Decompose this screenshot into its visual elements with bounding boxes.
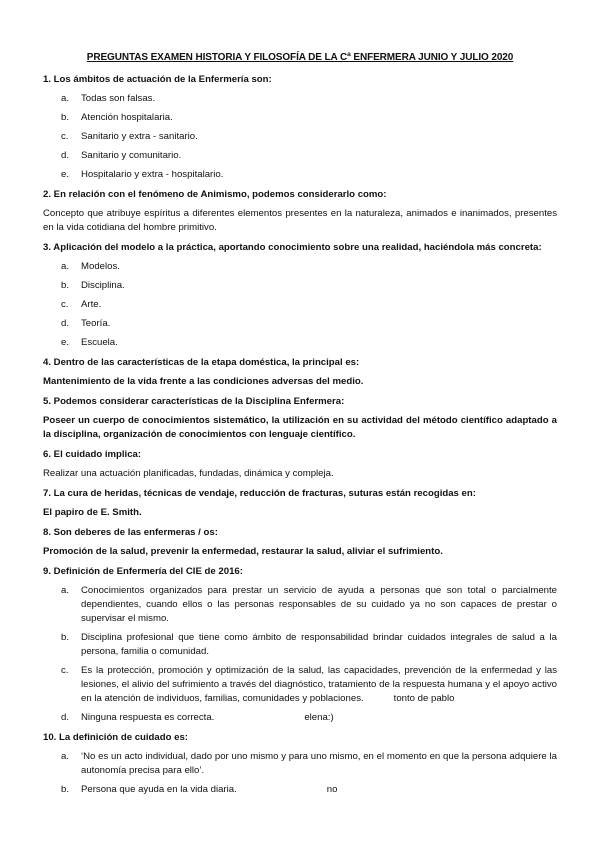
question-3: [43, 241, 557, 350]
question-1: [43, 73, 557, 182]
option-text: ‘No es un acto individual, dado por uno mismo y para uno mismo, en el momento en que la persona adquiere la autonomía precisa para ello’.: [81, 751, 557, 776]
option-item: [43, 260, 557, 274]
option-letter: a.: [61, 261, 70, 272]
option-item: [43, 750, 557, 778]
question-title: 7. La cura de heridas, técnicas de vendaje, reducción de fracturas, suturas están recogidas en:: [43, 488, 476, 499]
option-item: [43, 279, 557, 293]
question-title: 1. Los ámbitos de actuación de la Enfermería son:: [43, 74, 272, 85]
options-list: [43, 584, 557, 725]
option-text-body: Persona que ayuda en la vida diaria.: [81, 784, 237, 795]
option-letter: c.: [61, 299, 69, 310]
question-title: 8. Son deberes de las enfermeras / os:: [43, 527, 218, 538]
question-8: [43, 526, 557, 559]
question-10: [43, 731, 557, 797]
option-text: Sanitario y extra - sanitario.: [81, 131, 198, 142]
option-item: [43, 130, 557, 144]
handwritten-note: no: [326, 784, 338, 795]
option-text: Escuela.: [81, 337, 118, 348]
question-title: 3. Aplicación del modelo a la práctica, aportando conocimiento sobre una realidad, haciéndola más concreta:: [43, 242, 542, 253]
option-item: [43, 111, 557, 125]
option-letter: a.: [61, 585, 70, 596]
options-list: [43, 260, 557, 350]
question-2: [43, 188, 557, 235]
option-text: Arte.: [81, 299, 102, 310]
option-item: [43, 92, 557, 106]
option-item: [43, 631, 557, 659]
option-item: [43, 149, 557, 163]
question-6: [43, 448, 557, 481]
option-letter: d.: [61, 712, 70, 723]
question-7: [43, 487, 557, 520]
option-letter: a.: [61, 93, 70, 104]
answer-text: Promoción de la salud, prevenir la enfermedad, restaurar la salud, aliviar el sufrimiento.: [43, 546, 443, 557]
option-text: [81, 711, 557, 725]
option-text: Hospitalario y extra - hospitalario.: [81, 169, 224, 180]
option-item: [43, 584, 557, 626]
option-text: Teoría.: [81, 318, 111, 329]
question-title: 10. La definición de cuidado es:: [43, 732, 189, 743]
option-letter: b.: [61, 280, 70, 291]
option-item: [43, 317, 557, 331]
question-4: [43, 356, 557, 389]
option-letter: a.: [61, 751, 70, 762]
answer-text: Concepto que atribuye espíritus a diferentes elementos presentes en la naturaleza, animados e inanimados, presentes en la vida cotidiana del hombre primitivo.: [43, 208, 557, 233]
option-text: Sanitario y comunitario.: [81, 150, 182, 161]
answer-text: Mantenimiento de la vida frente a las condiciones adversas del medio.: [43, 376, 364, 387]
option-letter: c.: [61, 131, 69, 142]
option-item: [43, 783, 557, 797]
option-letter: d.: [61, 318, 70, 329]
option-letter: e.: [61, 337, 70, 348]
handwritten-note: elena:): [304, 712, 334, 723]
option-item: [43, 336, 557, 350]
question-title: 9. Definición de Enfermería del CIE de 2016:: [43, 566, 243, 577]
option-text: Atención hospitalaria.: [81, 112, 173, 123]
option-text: Conocimientos organizados para prestar un servicio de ayuda a personas que son total o parcialmente dependientes, cuando ellos o las personas responsables de su cuidado ya no son capaces de prestar o supervisar el mismo.: [81, 585, 557, 624]
option-text: Disciplina profesional que tiene como ámbito de responsabilidad brindar cuidados integrales de salud a la persona, familia o comunidad.: [81, 632, 557, 657]
option-letter: b.: [61, 112, 70, 123]
question-5: [43, 395, 557, 442]
option-text: Modelos.: [81, 261, 120, 272]
question-title: 2. En relación con el fenómeno de Animismo, podemos considerarlo como:: [43, 189, 387, 200]
option-text: Todas son falsas.: [81, 93, 156, 104]
option-letter: d.: [61, 150, 70, 161]
answer-text: Poseer un cuerpo de conocimientos sistemático, la utilización en su actividad del método científico adaptado a la disciplina, organización de conocimientos con lenguaje científico.: [43, 415, 557, 440]
document-title: PREGUNTAS EXAMEN HISTORIA Y FILOSOFÍA DE LA Cª ENFERMERA JUNIO Y JULIO 2020: [86, 52, 514, 63]
option-item: [43, 664, 557, 706]
question-9: [43, 565, 557, 725]
option-text: [81, 664, 557, 706]
options-list: [43, 750, 557, 797]
question-title: 6. El cuidado implica:: [43, 449, 142, 460]
option-letter: b.: [61, 632, 70, 643]
option-item: [43, 711, 557, 725]
option-text-body: Es la protección, promoción y optimización de la salud, las capacidades, prevención de la enfermedad y las lesiones, el alivio del sufrimiento a través del diagnóstico, tratamiento de la respuesta humana y el apoyo activo en la atención de individuos, familias, comunidades y poblaciones.: [81, 665, 557, 704]
question-title: 4. Dentro de las características de la etapa doméstica, la principal es:: [43, 357, 360, 368]
option-letter: b.: [61, 784, 70, 795]
answer-text: El papiro de E. Smith.: [43, 507, 142, 518]
question-title: 5. Podemos considerar características de la Disciplina Enfermera:: [43, 396, 345, 407]
option-item: [43, 298, 557, 312]
handwritten-note: tonto de pablo: [393, 693, 455, 704]
option-letter: c.: [61, 665, 69, 676]
option-letter: e.: [61, 169, 70, 180]
option-text: Disciplina.: [81, 280, 125, 291]
option-text-body: Ninguna respuesta es correcta.: [81, 712, 215, 723]
answer-text: Realizar una actuación planificadas, fundadas, dinámica y compleja.: [43, 468, 334, 479]
options-list: [43, 92, 557, 182]
document-content: [43, 52, 557, 803]
option-item: [43, 168, 557, 182]
option-text: [81, 783, 557, 797]
